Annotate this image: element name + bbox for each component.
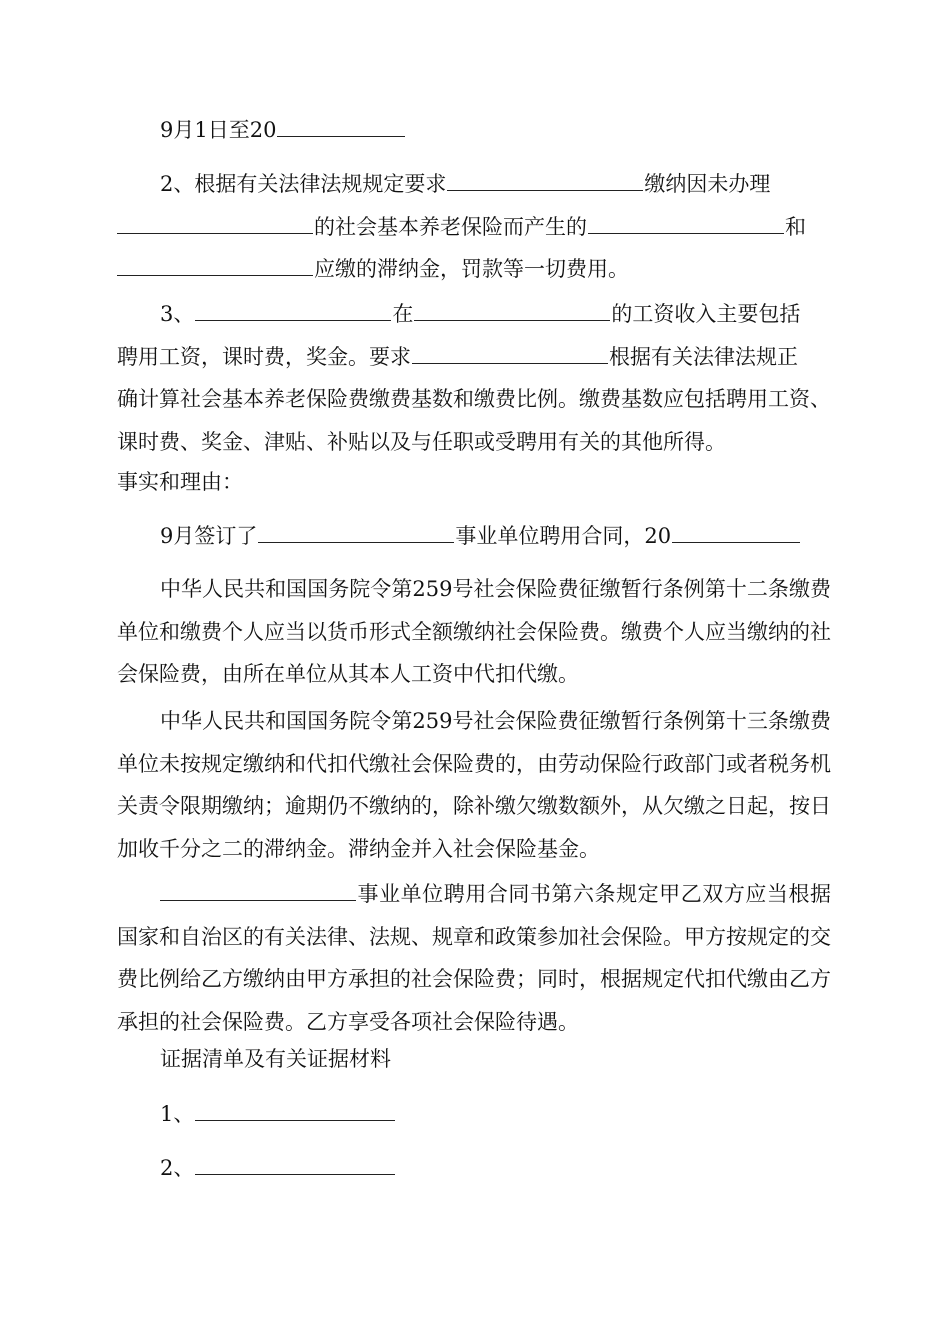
paragraph-2-text-c: 的社会基本养老保险而产生的 [314,214,587,239]
blank-line[interactable] [117,274,313,276]
paragraph-4-text-a: 9月签订了 [160,524,258,548]
paragraph-3-text-f: 确计算社会基本养老保险费缴费基数和缴费比例。缴费基数应包括聘用工资、课时费、奖金、津贴、补贴以及与任职或受聘用有关的其他所得。 [117,387,831,454]
blank-line[interactable] [447,189,643,191]
blank-line[interactable] [277,135,405,137]
blank-line[interactable] [258,541,454,543]
blank-line[interactable] [160,899,356,901]
paragraph-4 [117,515,831,558]
paragraph-3-text-b: 在 [392,302,414,326]
evidence-item-2 [117,1147,831,1190]
paragraph-2-text-a: 2、根据有关法律法规规定要求 [160,172,447,196]
paragraph-7 [117,873,831,1043]
paragraph-date [117,109,831,152]
paragraph-4-text-b: 事业单位聘用合同，20 [455,524,672,548]
heading-facts: 事实和理由： [117,470,243,494]
paragraph-3-text-a: 3、 [160,302,195,326]
paragraph-7-text: 事业单位聘用合同书第六条规定甲乙双方应当根据国家和自治区的有关法律、法规、规章和政策参加社会保险。甲方按规定的交费比例给乙方缴纳由甲方承担的社会保险费；同时，根据规定代扣代缴由乙方承担的社会保险费。乙方享受各项社会保险待遇。 [117,882,831,1034]
blank-line[interactable] [195,1173,395,1175]
paragraph-2-text-d: 和 [785,214,806,239]
paragraph-2-text-b: 缴纳因未办理 [644,172,771,196]
blank-line[interactable] [672,541,800,543]
paragraph-3 [117,293,831,463]
paragraph-6: 中华人民共和国国务院令第259号社会保险费征缴暂行条例第十三条缴费单位未按规定缴纳和代扣代缴社会保险费的，由劳动保险行政部门或者税务机关责令限期缴纳；逾期仍不缴纳的，除补缴欠缴数额外，从欠缴之日起，按日加收千分之二的滞纳金。滞纳金并入社会保险基金。 [117,709,831,861]
evidence-item-1 [117,1093,831,1136]
paragraph-3-text-d: 聘用工资，课时费，奖金。要求 [117,344,411,369]
blank-line[interactable] [414,319,610,321]
heading-evidence: 证据清单及有关证据材料 [160,1047,391,1071]
evidence-item-2-number: 2、 [160,1156,195,1180]
evidence-item-1-number: 1、 [160,1102,195,1126]
date-text: 9月1日至20 [160,118,277,142]
blank-line[interactable] [195,1119,395,1121]
paragraph-5: 中华人民共和国国务院令第259号社会保险费征缴暂行条例第十二条缴费单位和缴费个人应当以货币形式全额缴纳社会保险费。缴费个人应当缴纳的社会保险费，由所在单位从其本人工资中代扣代缴。 [117,577,831,686]
paragraph-2-text-e: 应缴的滞纳金，罚款等一切费用。 [314,257,629,281]
paragraph-2 [117,163,831,291]
blank-line[interactable] [588,232,784,234]
paragraph-3-text-c: 的工资收入主要包括 [611,302,801,326]
paragraph-3-text-e: 根据有关法律法规正 [609,344,798,369]
blank-line[interactable] [195,319,391,321]
blank-line[interactable] [412,362,608,364]
blank-line[interactable] [117,232,313,234]
